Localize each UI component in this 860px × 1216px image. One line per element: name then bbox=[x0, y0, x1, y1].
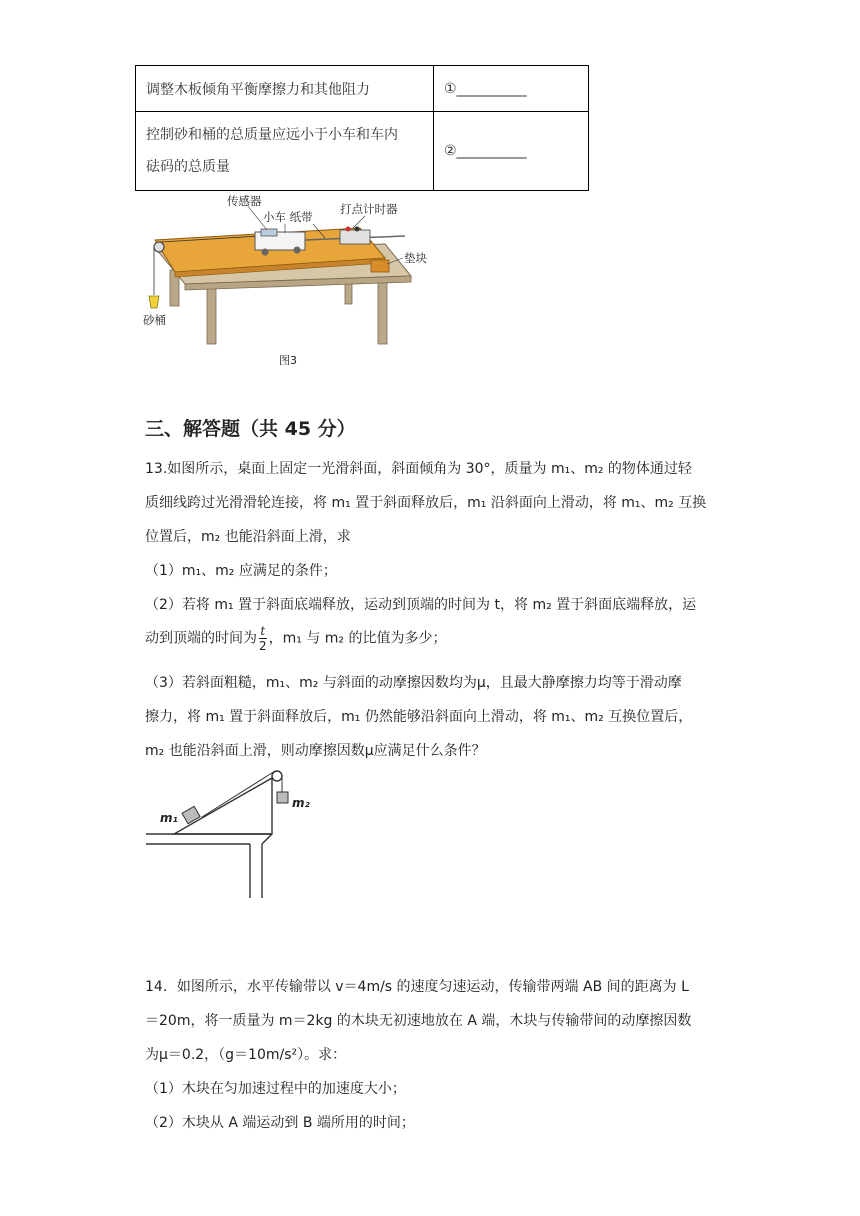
string bbox=[202, 771, 275, 817]
section-title: 三、解答题（共 45 分） bbox=[145, 418, 356, 440]
timer-terminal bbox=[346, 227, 351, 232]
q14-line-1: 14．如图所示，水平传输带以 v＝4m/s 的速度匀速运动，传输带两端 AB 间的距离为 L bbox=[145, 979, 689, 995]
q13-part-3b: 擦力，将 m₁ 置于斜面释放后，m₁ 仍然能够沿斜面向上滑动，将 m₁、m₂ 互换位置后， bbox=[145, 709, 693, 725]
q13-part-3c: m₂ 也能沿斜面上滑，则动摩擦因数μ应满足什么条件？ bbox=[145, 743, 486, 759]
requirements-table bbox=[135, 65, 589, 191]
q13-part-2b bbox=[145, 624, 447, 653]
label-sensor: 传感器 bbox=[227, 194, 262, 208]
wheel bbox=[262, 249, 269, 256]
label-cart-tape: 小车 纸带 bbox=[263, 210, 313, 224]
incline-figure bbox=[140, 762, 310, 902]
table-cell-method bbox=[136, 112, 434, 191]
label-bucket: 砂桶 bbox=[143, 313, 166, 327]
q13-line-1: 13.如图所示，桌面上固定一光滑斜面，斜面倾角为 30°，质量为 m₁、m₂ 的物体通过轻 bbox=[145, 461, 692, 477]
figure-caption: 图3 bbox=[279, 354, 297, 367]
method-line-2: 砝码的总质量 bbox=[146, 159, 230, 175]
block-m2 bbox=[277, 792, 288, 803]
table-row bbox=[136, 66, 589, 112]
q13-part-2a: （2）若将 m₁ 置于斜面底端释放，运动到顶端的时间为 t，将 m₂ 置于斜面底端释放，运 bbox=[145, 597, 697, 613]
q14-part-2: （2）木块从 A 端运动到 B 端所用的时间； bbox=[145, 1115, 415, 1131]
incline bbox=[174, 778, 272, 834]
fraction-t-over-2 bbox=[259, 624, 267, 653]
q13-part-2b-pre: 动到顶端的时间为 bbox=[145, 630, 257, 647]
method-line-1: 控制砂和桶的总质量应远小于小车和车内 bbox=[146, 127, 398, 143]
pulley bbox=[154, 242, 164, 252]
table-leg bbox=[378, 282, 387, 344]
table-leg bbox=[207, 282, 216, 344]
q14-line-3: 为μ＝0.2，（g＝10m/s²）。求： bbox=[145, 1047, 347, 1063]
leader-line bbox=[353, 216, 365, 228]
table-cell-purpose: ①__________ bbox=[434, 66, 589, 112]
timer-terminal bbox=[355, 227, 360, 232]
label-timer: 打点计时器 bbox=[340, 202, 398, 216]
figure-3-apparatus bbox=[135, 192, 435, 372]
q14-part-1: （1）木块在匀加速过程中的加速度大小； bbox=[145, 1081, 406, 1097]
sensor bbox=[261, 229, 277, 236]
q13-part-2b-post: ，m₁ 与 m₂ 的比值为多少； bbox=[268, 630, 447, 647]
label-block: 垫块 bbox=[404, 251, 427, 265]
q13-part-1: （1）m₁、m₂ 应满足的条件； bbox=[145, 563, 337, 579]
sand-bucket bbox=[149, 296, 159, 308]
q13-line-2: 质细线跨过光滑滑轮连接，将 m₁ 置于斜面释放后，m₁ 沿斜面向上滑动，将 m₁、m₂ 互换 bbox=[145, 495, 707, 511]
q13-line-3: 位置后，m₂ 也能沿斜面上滑，求 bbox=[145, 529, 351, 545]
q13-part-3a: （3）若斜面粗糙，m₁、m₂ 与斜面的动摩擦因数均为μ，且最大静摩擦力均等于滑动摩 bbox=[145, 675, 682, 691]
block bbox=[371, 260, 389, 272]
table-cell-purpose: ②__________ bbox=[434, 112, 589, 191]
q14-line-2: ＝20m，将一质量为 m＝2kg 的木块无初速地放在 A 端，木块与传输带间的动摩擦因数 bbox=[145, 1013, 692, 1029]
fraction-numerator: t bbox=[260, 624, 266, 638]
table-row bbox=[136, 112, 589, 191]
table-cell-method: 调整木板倾角平衡摩擦力和其他阻力 bbox=[136, 66, 434, 112]
wheel bbox=[294, 247, 301, 254]
fraction-denominator: 2 bbox=[259, 639, 267, 653]
ticker-timer bbox=[340, 230, 370, 244]
label-m1: m₁ bbox=[160, 811, 178, 825]
label-m2: m₂ bbox=[292, 796, 310, 810]
